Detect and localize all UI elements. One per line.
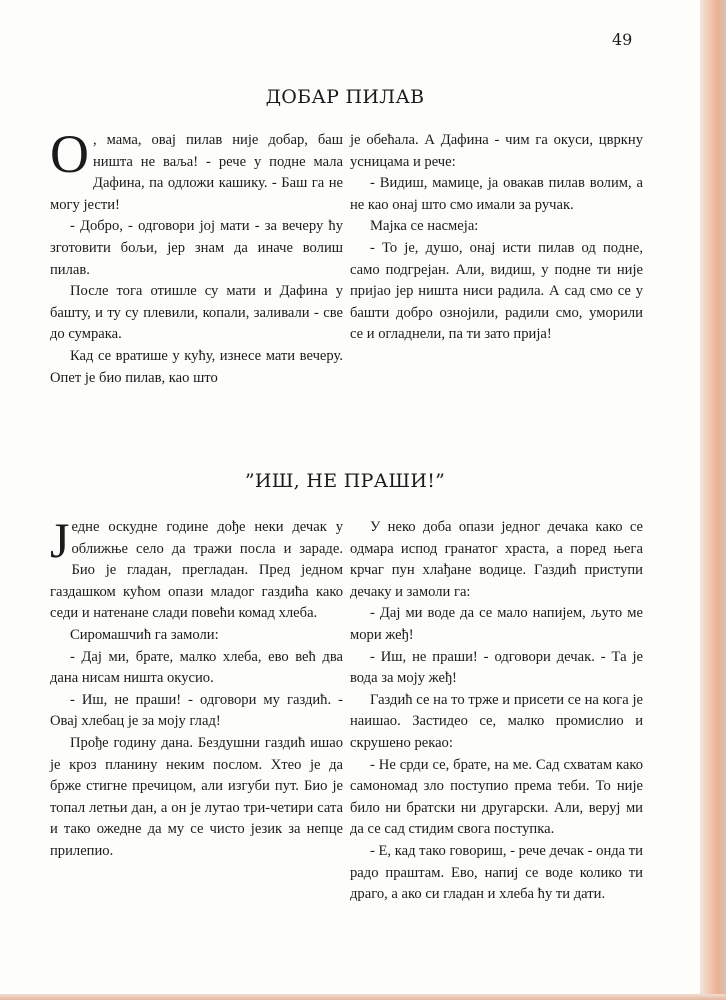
story2-paragraph: - Иш, не праши! - одговори дечак. - Та је вода за моју жеђ!	[350, 648, 643, 687]
story1-paragraph: је обећала. А Дафина - чим га окуси, цвркну усницама и рече:	[350, 132, 643, 170]
drop-cap: J	[50, 512, 70, 568]
story1-column-left	[50, 124, 343, 389]
paragraph-text: едне оскудне године дође неки дечак у оближње село да тражи посла и зараде. Био је гладан, прегладан. Пред једном газдашком кућом опази младог газдића како седи и натенане слади повећи комад хлеба.	[50, 519, 343, 622]
story1-paragraph: - Добро, - одговори јој мати - за вечеру ћу зготовити бољи, јер знам да иначе волиш пилав.	[50, 218, 343, 278]
story1-paragraph	[50, 124, 343, 216]
story1-paragraph: Мајка се насмеја:	[370, 218, 479, 235]
story1-column-right	[350, 130, 643, 346]
story2-paragraph: - Дај ми, брате, малко хлеба, ево већ два дана нисам ништа окусио.	[50, 648, 343, 687]
story2-paragraph: - Дај ми воде да се мало напијем, љуто ме мори жеђ!	[350, 605, 643, 643]
page-edge	[700, 0, 726, 1000]
story-title-ish-ne-prashi: ”ИШ, НЕ ПРАШИ!”	[244, 470, 446, 492]
story2-column-left	[50, 512, 343, 863]
story2-paragraph	[50, 512, 343, 625]
story1-paragraph: Кад се вратише у кућу, изнесе мати вечеру. Опет је био пилав, као што	[50, 347, 343, 386]
paragraph-text: , мама, овај пилав није добар, баш ништа не ваља! - рече у подне мала Дафина, па одложи кашику. - Баш га не могу јести!	[50, 132, 343, 213]
page-number: 49	[612, 30, 633, 49]
story-title-dobar-pilav: ДОБАР ПИЛАВ	[265, 86, 425, 108]
story2-paragraph: Сиромашчић га замоли:	[70, 626, 219, 643]
story2-paragraph: - Не срди се, брате, на ме. Сад схватам како самономад зло поступио према теби. То није било ни братски ни другарски. Али, веруј ми да се сад стидим свога поступка.	[350, 756, 643, 838]
story1-paragraph: - Видиш, мамице, ја овакав пилав волим, а не као онај што смо имали за ручак.	[350, 175, 643, 213]
page-edge-bottom	[0, 994, 726, 1000]
story1-paragraph: После тога отишле су мати и Дафина у башту, и ту су плевили, копали, заливали - све до сумрака.	[50, 283, 343, 343]
drop-cap: О	[50, 124, 89, 184]
story2-paragraph: Прође годину дана. Бездушни газдић ишао је кроз планину неким послом. Хтео је да брже стигне пречицом, али изгуби пут. Био је топал летњи дан, а он је лутао три-четири сата и тако ожедне да му се чисто језик за непце прилепио.	[50, 734, 343, 859]
story2-column-right	[350, 517, 643, 906]
story2-paragraph: У неко доба опази једног дечака како се одмара испод гранатог храста, а поред њега крчаг пун хлађане водице. Газдић приступи дечаку и замоли га:	[350, 519, 643, 600]
story2-paragraph: - Иш, не праши! - одговори му газдић. - Овај хлебац је за моју глад!	[50, 691, 343, 730]
story1-paragraph: - То је, душо, онај исти пилав од подне, само подгрејан. Али, видиш, у подне ти није пријао јер ништа ниси радила. А сад смо се у башти добро ознојили, радили смо, уморили се и огладнели, па ти зато прија!	[350, 239, 643, 343]
story2-paragraph: Газдић се на то трже и присети се на кога је наишао. Застидео се, малко промислио и скрушено рекао:	[350, 691, 643, 751]
story2-paragraph: - Е, кад тако говориш, - рече дечак - онда ти радо праштам. Ево, напиј се воде колико ти драго, а ако си гладан и хлеба ћу ти дати.	[350, 842, 643, 903]
